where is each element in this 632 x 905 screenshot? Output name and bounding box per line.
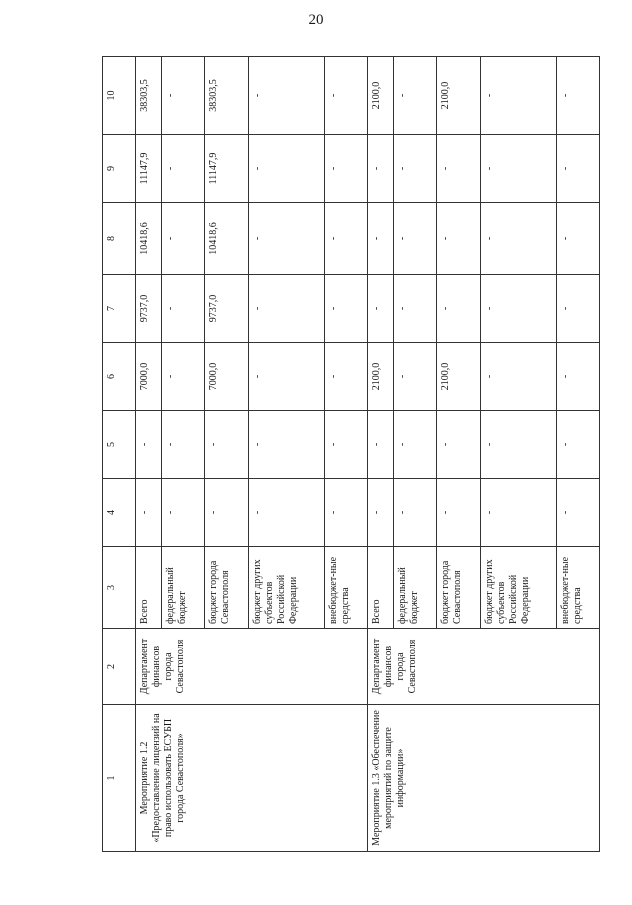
value-cell: - bbox=[367, 479, 393, 547]
activity-name: Мероприятие 1.2 «Предоставление лицензий на право использовать ЕСУБП города Севастополя» bbox=[136, 705, 368, 852]
col-header: 10 bbox=[103, 57, 136, 135]
col-header: 4 bbox=[103, 479, 136, 547]
value-cell: - bbox=[480, 57, 556, 135]
value-cell: - bbox=[556, 479, 599, 547]
value-cell: 11147,9 bbox=[205, 135, 248, 203]
value-cell: 10418,6 bbox=[136, 203, 162, 275]
value-cell: - bbox=[324, 203, 367, 275]
value-cell: - bbox=[556, 203, 599, 275]
value-cell: - bbox=[480, 275, 556, 343]
department-cell: Департамент финансов города Севастополя bbox=[367, 629, 599, 705]
funding-source: внебюджет-ные средства bbox=[324, 547, 367, 629]
value-cell: - bbox=[394, 343, 437, 411]
col-header: 5 bbox=[103, 411, 136, 479]
funding-source: бюджет других субъектов Российской Федерации bbox=[248, 547, 324, 629]
value-cell: - bbox=[162, 343, 205, 411]
value-cell: - bbox=[324, 411, 367, 479]
table-row bbox=[136, 57, 162, 852]
funding-source: Всего bbox=[136, 547, 162, 629]
value-cell: - bbox=[480, 343, 556, 411]
value-cell: - bbox=[394, 275, 437, 343]
col-header: 9 bbox=[103, 135, 136, 203]
value-cell: - bbox=[248, 135, 324, 203]
value-cell: - bbox=[324, 479, 367, 547]
value-cell: - bbox=[480, 135, 556, 203]
value-cell: - bbox=[437, 203, 480, 275]
value-cell: - bbox=[248, 275, 324, 343]
value-cell: - bbox=[556, 343, 599, 411]
value-cell: - bbox=[136, 411, 162, 479]
value-cell: - bbox=[162, 411, 205, 479]
funding-source: внебюджет-ные средства bbox=[556, 547, 599, 629]
value-cell: 7000,0 bbox=[205, 343, 248, 411]
col-header: 3 bbox=[103, 547, 136, 629]
value-cell: 9737,0 bbox=[205, 275, 248, 343]
value-cell: - bbox=[324, 135, 367, 203]
value-cell: - bbox=[480, 479, 556, 547]
value-cell: - bbox=[394, 203, 437, 275]
value-cell: - bbox=[437, 135, 480, 203]
value-cell: - bbox=[394, 135, 437, 203]
value-cell: - bbox=[162, 135, 205, 203]
department-cell: Департамент финансов города Севастополя bbox=[136, 629, 368, 705]
value-cell: - bbox=[394, 57, 437, 135]
header-row bbox=[103, 57, 136, 852]
value-cell: 38303,5 bbox=[136, 57, 162, 135]
value-cell: - bbox=[367, 275, 393, 343]
funding-source: бюджет города Севастополя bbox=[205, 547, 248, 629]
value-cell: 7000,0 bbox=[136, 343, 162, 411]
value-cell: - bbox=[248, 57, 324, 135]
value-cell: - bbox=[367, 411, 393, 479]
value-cell: 2100,0 bbox=[437, 343, 480, 411]
value-cell: - bbox=[162, 275, 205, 343]
activity-name: Мероприятие 1.3 «Обеспечение мероприятий по защите информации» bbox=[367, 705, 599, 852]
funding-source: бюджет других субъектов Российской Федерации bbox=[480, 547, 556, 629]
col-header: 6 bbox=[103, 343, 136, 411]
value-cell: - bbox=[162, 479, 205, 547]
value-cell: - bbox=[248, 203, 324, 275]
value-cell: - bbox=[437, 411, 480, 479]
value-cell: - bbox=[480, 411, 556, 479]
value-cell: - bbox=[367, 203, 393, 275]
value-cell: 38303,5 bbox=[205, 57, 248, 135]
value-cell: 2100,0 bbox=[437, 57, 480, 135]
value-cell: - bbox=[556, 135, 599, 203]
value-cell: - bbox=[437, 479, 480, 547]
funding-source: федеральный бюджет bbox=[394, 547, 437, 629]
value-cell: - bbox=[556, 411, 599, 479]
table-container bbox=[102, 57, 600, 852]
value-cell: - bbox=[162, 203, 205, 275]
rotated-table-frame bbox=[102, 57, 600, 852]
value-cell: - bbox=[324, 275, 367, 343]
value-cell: - bbox=[394, 479, 437, 547]
value-cell: - bbox=[480, 203, 556, 275]
col-header: 1 bbox=[103, 705, 136, 852]
value-cell: 2100,0 bbox=[367, 57, 393, 135]
col-header: 8 bbox=[103, 203, 136, 275]
table-row bbox=[367, 57, 393, 852]
funding-source: бюджет города Севастополя bbox=[437, 547, 480, 629]
value-cell: - bbox=[367, 135, 393, 203]
value-cell: - bbox=[324, 343, 367, 411]
value-cell: 11147,9 bbox=[136, 135, 162, 203]
value-cell: - bbox=[248, 411, 324, 479]
value-cell: 10418,6 bbox=[205, 203, 248, 275]
value-cell: - bbox=[556, 57, 599, 135]
value-cell: - bbox=[248, 343, 324, 411]
value-cell: - bbox=[205, 411, 248, 479]
value-cell: - bbox=[136, 479, 162, 547]
funding-source: Всего bbox=[367, 547, 393, 629]
col-header: 2 bbox=[103, 629, 136, 705]
funding-source: федеральный бюджет bbox=[162, 547, 205, 629]
page-number: 20 bbox=[308, 12, 324, 28]
budget-table bbox=[102, 56, 600, 852]
col-header: 7 bbox=[103, 275, 136, 343]
value-cell: - bbox=[556, 275, 599, 343]
value-cell: - bbox=[248, 479, 324, 547]
value-cell: 9737,0 bbox=[136, 275, 162, 343]
value-cell: - bbox=[205, 479, 248, 547]
value-cell: - bbox=[394, 411, 437, 479]
value-cell: - bbox=[162, 57, 205, 135]
value-cell: - bbox=[437, 275, 480, 343]
value-cell: 2100,0 bbox=[367, 343, 393, 411]
value-cell: - bbox=[324, 57, 367, 135]
